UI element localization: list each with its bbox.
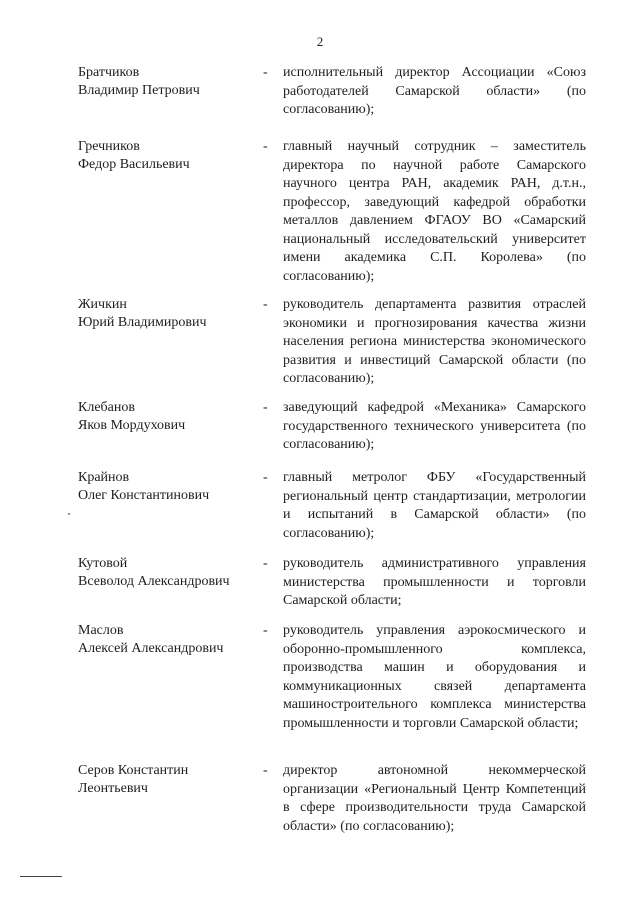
member-given-names: Алексей Александрович (78, 641, 224, 656)
member-entry (0, 399, 640, 469)
member-entry (0, 762, 640, 862)
member-role: главный метролог ФБУ «Государственный региональный центр стандартизации, метрологии и испытаний в Самарской области» (по согласованию); (283, 470, 586, 541)
member-given-names: Федор Васильевич (78, 157, 190, 172)
member-name (78, 469, 258, 505)
member-name (78, 622, 258, 658)
page-number: 2 (316, 34, 324, 49)
dash-separator: - (263, 139, 268, 154)
member-given-names: Владимир Петрович (78, 83, 200, 98)
member-role: руководитель административного управления министерства промышленности и торговли Самарской области; (283, 556, 586, 608)
member-role: заведующий кафедрой «Механика» Самарского государственного технического университета (по согласованию); (283, 400, 586, 452)
member-surname: Крайнов (78, 470, 130, 485)
member-surname: Жичкин (78, 297, 127, 312)
member-role: руководитель управления аэрокосмического и оборонно-промышленного комплекса, производства машин и оборудования и коммуникационных связей департамента машиностроительного комплекса министерства промышленности и торговли Самарской области; (283, 623, 586, 731)
member-role: директор автономной некоммерческой организации «Региональный Центр Компетенций в сфере производительности труда Самарской области» (по согласованию); (283, 763, 586, 834)
member-role: главный научный сотрудник – заместитель директора по научной работе Самарского научного центра РАН, академик РАН, д.т.н., профессор, заведующий кафедрой обработки металлов давлением ФГАОУ ВО «Самарский национальный исследовательский университет имени академика С.П. Королева» (по согласованию); (283, 139, 586, 284)
member-entry (0, 469, 640, 555)
member-name (78, 64, 258, 100)
member-given-names: Леонтьевич (78, 781, 148, 796)
dash-separator: - (263, 623, 268, 638)
member-given-names: Олег Константинович (78, 488, 210, 503)
member-surname: Кутовой (78, 556, 128, 571)
member-name (78, 138, 258, 174)
member-surname: Братчиков (78, 65, 140, 80)
member-given-names: Яков Мордухович (78, 418, 186, 433)
member-name (78, 555, 258, 591)
member-surname: Клебанов (78, 400, 135, 415)
member-surname: Маслов (78, 623, 124, 638)
member-surname: Гречников (78, 139, 140, 154)
member-role: исполнительный директор Ассоциации «Союз работодателей Самарской области» (по согласованию); (283, 65, 586, 117)
dash-separator: - (263, 400, 268, 415)
member-entry (0, 296, 640, 399)
dash-separator: - (263, 763, 268, 778)
member-entry (0, 622, 640, 762)
member-role: руководитель департамента развития отраслей экономики и прогнозирования качества жизни населения региона министерства экономического развития и инвестиций Самарской области (по согласованию); (283, 297, 586, 386)
member-entry (0, 138, 640, 296)
dash-separator: - (263, 556, 268, 571)
member-entry (0, 555, 640, 622)
dash-separator: - (263, 297, 268, 312)
member-entry (0, 64, 640, 138)
dash-separator: - (263, 65, 268, 80)
scan-speck (68, 513, 70, 515)
member-given-names: Юрий Владимирович (78, 315, 207, 330)
member-name (78, 296, 258, 332)
member-name (78, 399, 258, 435)
member-given-names: Всеволод Александрович (78, 574, 230, 589)
footer-rule (20, 876, 62, 877)
dash-separator: - (263, 470, 268, 485)
member-surname: Серов Константин (78, 763, 189, 778)
member-name (78, 762, 258, 798)
member-list (0, 64, 640, 862)
